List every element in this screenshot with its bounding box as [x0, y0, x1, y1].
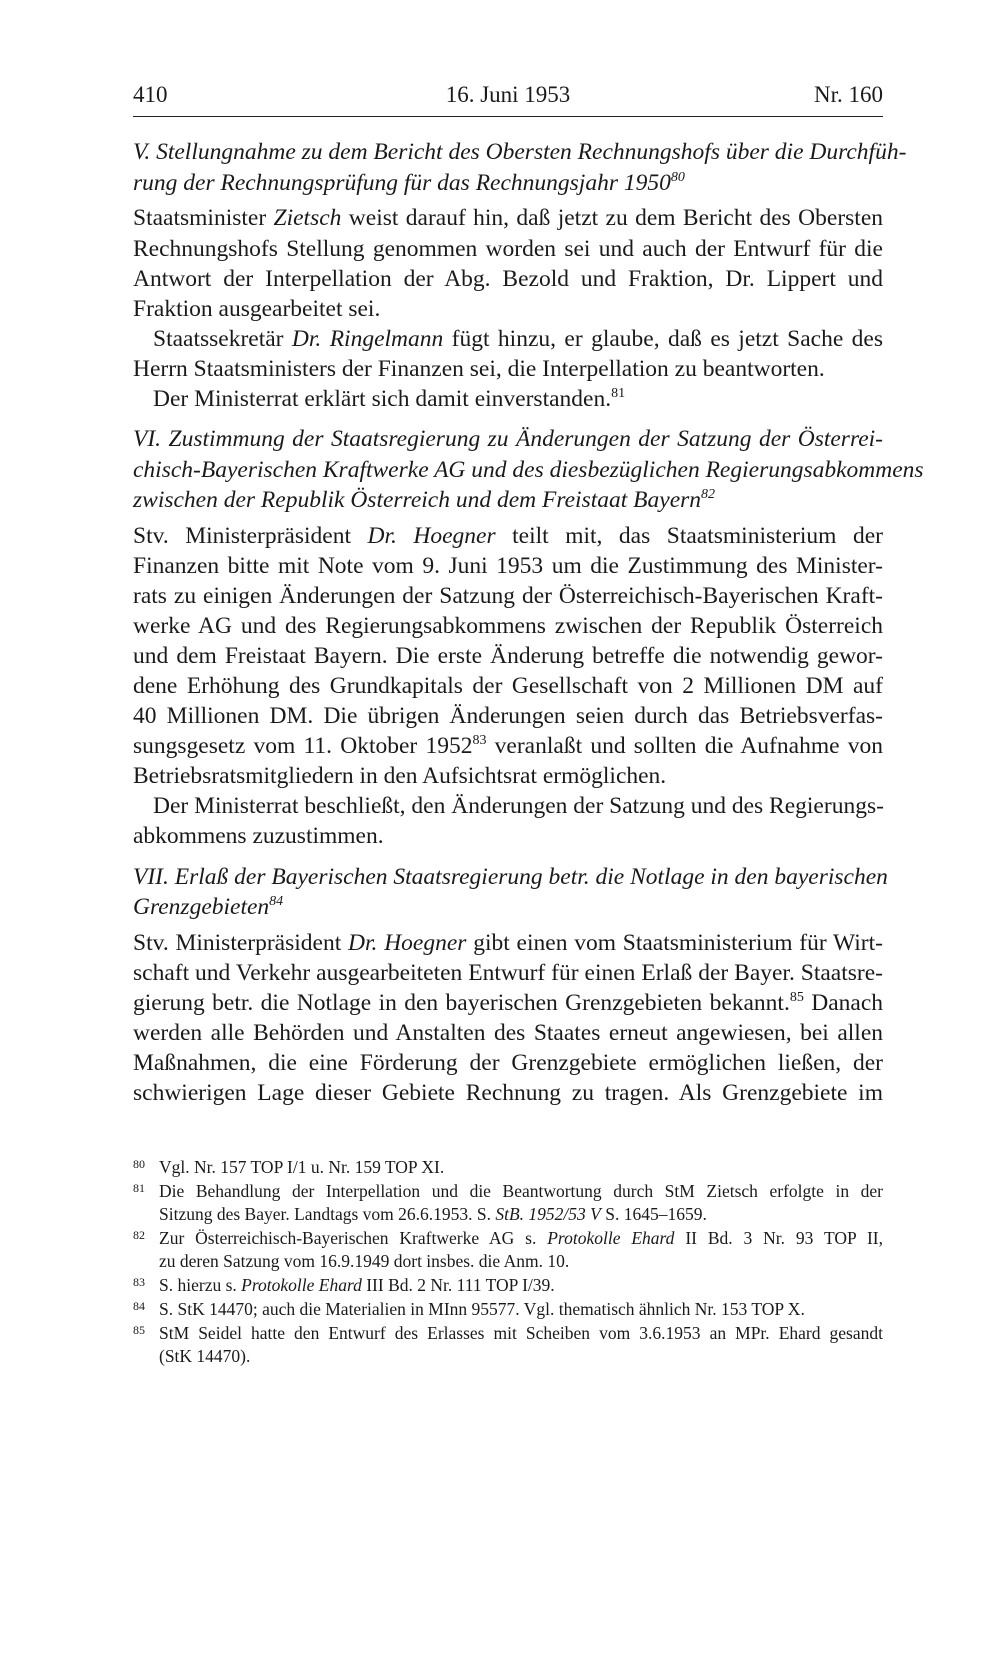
footnote-text: S. StK 14470; auch die Materialien in MInn 95577. Vgl. thematisch ähnlich Nr. 153 TOP X.	[159, 1299, 805, 1319]
footnote-number: 84	[133, 1299, 145, 1313]
header-date: 16. Juni 1953	[445, 82, 571, 107]
paragraph-line: Maßnahmen, die eine Förderung der Grenzgebiete ermöglichen ließen, der	[133, 1050, 883, 1076]
text: Staatssekretär	[153, 326, 292, 352]
footnote-text: StM Seidel hatte den Entwurf des Erlasses mit Scheiben vom 3.6.1953 an MPr. Ehard gesandt	[159, 1323, 883, 1343]
footnote-text: Die Behandlung der Interpellation und die Beantwortung durch StM Zietsch erfolgte in der	[159, 1181, 883, 1201]
footnote-ref[interactable]: 84	[269, 894, 284, 909]
paragraph-line: Betriebsratsmitgliedern in den Aufsichtsrat ermöglichen.	[133, 763, 667, 789]
paragraph-line: und dem Freistaat Bayern. Die erste Änderung betreffe die notwendig gewor-	[133, 643, 883, 669]
section-vii-heading-line-2	[133, 892, 883, 923]
footnote-ref[interactable]: 81	[611, 386, 626, 401]
person-name: Zietsch	[273, 205, 342, 231]
paragraph-line: Finanzen bitte mit Note vom 9. Juni 1953 um die Zustimmung des Minister-	[133, 553, 883, 579]
heading-text: zwischen der Republik Österreich und dem Freistaat Bayern	[133, 487, 702, 513]
paragraph-line: abkommens zuzustimmen.	[133, 823, 384, 849]
footnote-text	[159, 1274, 883, 1297]
text: fügt hinzu, er glaube, daß es jetzt Sache des	[443, 326, 883, 352]
footnote-number: 85	[133, 1323, 145, 1337]
paragraph-line: Der Ministerrat beschließt, den Änderungen der Satzung und des Regierungs-	[153, 793, 884, 819]
footnote-text	[159, 1227, 883, 1250]
text: teilt mit, das Staatsministerium der	[495, 523, 883, 549]
paragraph-line	[133, 988, 883, 1019]
footnote-84	[133, 1298, 883, 1321]
document-number: Nr. 160	[814, 82, 883, 107]
section-v-heading-line-2	[133, 168, 883, 199]
footnote-text	[159, 1203, 883, 1226]
citation: Protokolle Ehard	[241, 1275, 362, 1295]
person-name: Dr. Hoegner	[367, 523, 496, 549]
text: Stv. Ministerpräsident	[133, 930, 349, 956]
footnote-81	[133, 1180, 883, 1203]
citation: StB. 1952/53 V	[495, 1204, 601, 1224]
footnote-ref[interactable]: 85	[789, 990, 804, 1005]
paragraph-line	[133, 384, 883, 415]
footnote-text: zu deren Satzung vom 16.9.1949 dort insbes. die Anm. 10.	[159, 1251, 570, 1271]
paragraph-line: schwierigen Lage dieser Gebiete Rechnung zu tragen. Als Grenzgebiete im	[133, 1080, 883, 1106]
paragraph-line: rats zu einigen Änderungen der Satzung der Österreichisch-Bayerischen Kraft-	[133, 583, 883, 609]
text: gierung betr. die Notlage in den bayerischen Grenzgebieten bekannt.	[133, 990, 790, 1016]
paragraph-line	[133, 928, 883, 959]
text: sungsgesetz vom 11. Oktober 1952	[133, 733, 473, 759]
paragraph-line: schaft und Verkehr ausgearbeiteten Entwurf für einen Erlaß der Bayer. Staatsre-	[133, 960, 883, 986]
person-name: Dr. Ringelmann	[291, 326, 444, 352]
footnote-number: 81	[133, 1181, 145, 1195]
paragraph-line	[133, 324, 883, 355]
section-vi-heading-line-2: chisch-Bayerischen Kraftwerke AG und des diesbezüglichen Regierungsabkommens	[133, 457, 924, 483]
footnote-82	[133, 1227, 883, 1250]
paragraph-line: 40 Millionen DM. Die übrigen Änderungen seien durch das Betriebsverfas-	[133, 703, 883, 729]
paragraph-line: dene Erhöhung des Grundkapitals der Gesellschaft von 2 Millionen DM auf	[133, 673, 883, 699]
text: weist darauf hin, daß jetzt zu dem Bericht des Obersten	[341, 205, 883, 231]
footnote-number: 83	[133, 1275, 145, 1289]
text: Zur Österreichisch-Bayerischen Kraftwerke AG s.	[159, 1228, 548, 1248]
text: Stv. Ministerpräsident	[133, 523, 368, 549]
paragraph-line: werden alle Behörden und Anstalten des Staates erneut angewiesen, bei allen	[133, 1020, 883, 1046]
text: Der Ministerrat erklärt sich damit einverstanden.	[153, 386, 612, 412]
person-name: Dr. Hoegner	[348, 930, 467, 956]
section-vi-heading-line-3	[133, 485, 883, 516]
footnote-82-cont	[133, 1250, 883, 1273]
heading-text: rung der Rechnungsprüfung für das Rechnungsjahr 1950	[133, 170, 671, 196]
footnote-80	[133, 1156, 883, 1179]
footnote-text: Vgl. Nr. 157 TOP I/1 u. Nr. 159 TOP XI.	[159, 1157, 445, 1177]
paragraph-line	[133, 731, 883, 762]
paragraph-line	[133, 203, 883, 234]
footnote-number: 80	[133, 1157, 145, 1171]
section-vi-heading-line-1: VI. Zustimmung der Staatsregierung zu Änderungen der Satzung der Österrei-	[133, 426, 883, 452]
footnote-ref[interactable]: 80	[670, 170, 685, 185]
footnote-ref[interactable]: 83	[472, 733, 487, 748]
text: S. hierzu s.	[159, 1275, 242, 1295]
paragraph-line: Fraktion ausgearbeitet sei.	[133, 296, 381, 322]
text: III Bd. 2 Nr. 111 TOP I/39.	[361, 1275, 555, 1295]
page-number: 410	[133, 82, 168, 107]
running-header	[133, 82, 883, 117]
text: Staatsminister	[133, 205, 274, 231]
paragraph-line: werke AG und des Regierungsabkommens zwischen der Republik Österreich	[133, 613, 883, 639]
footnote-ref[interactable]: 82	[701, 487, 716, 502]
footnote-text: (StK 14470).	[159, 1346, 251, 1366]
heading-text: Grenzgebieten	[133, 894, 270, 920]
paragraph-line: Herrn Staatsministers der Finanzen sei, die Interpellation zu beantworten.	[133, 356, 825, 382]
footnote-83	[133, 1274, 883, 1297]
paragraph-line	[133, 521, 883, 552]
section-vii-heading-line-1: VII. Erlaß der Bayerischen Staatsregierung betr. die Notlage in den bayerischen	[133, 864, 888, 890]
text: II Bd. 3 Nr. 93 TOP II,	[674, 1228, 883, 1248]
paragraph-line: Rechnungshofs Stellung genommen worden sei und auch der Entwurf für die	[133, 236, 883, 262]
text: Sitzung des Bayer. Landtags vom 26.6.1953. S.	[159, 1204, 496, 1224]
citation: Protokolle Ehard	[547, 1228, 675, 1248]
footnote-81-cont	[133, 1203, 883, 1226]
footnote-85	[133, 1322, 883, 1345]
text: veranlaßt und sollten die Aufnahme von	[486, 733, 883, 759]
footnote-number: 82	[133, 1228, 145, 1242]
text: Danach	[803, 990, 883, 1016]
paragraph-line: Antwort der Interpellation der Abg. Bezold und Fraktion, Dr. Lippert und	[133, 266, 883, 292]
text: S. 1645–1659.	[600, 1204, 707, 1224]
footnote-85-cont	[133, 1345, 883, 1368]
section-v-heading-line-1: V. Stellungnahme zu dem Bericht des Obersten Rechnungshofs über die Durchfüh-	[133, 139, 907, 165]
text: gibt einen vom Staatsministerium für Wirt-	[466, 930, 883, 956]
